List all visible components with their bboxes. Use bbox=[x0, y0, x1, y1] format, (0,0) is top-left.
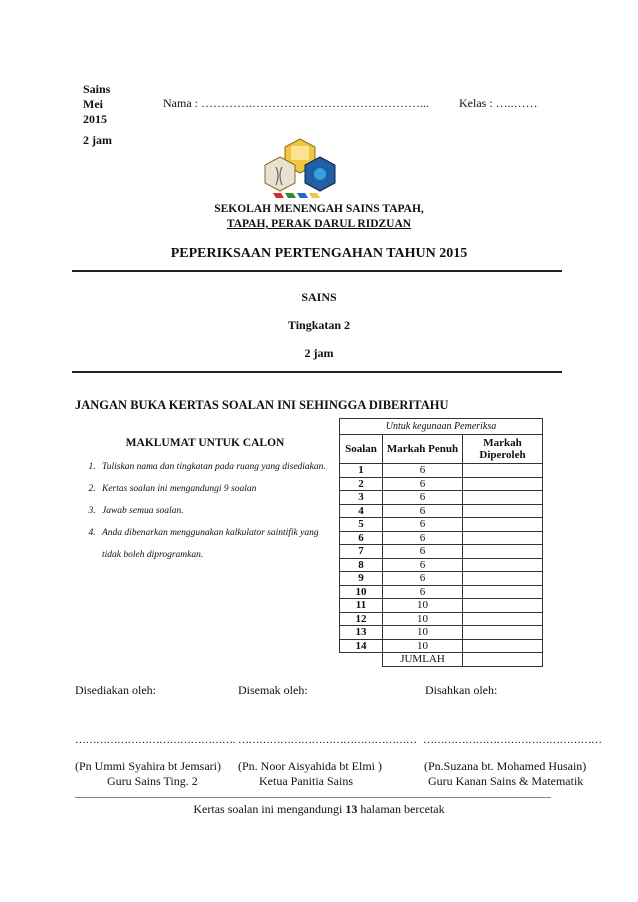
obtained-marks[interactable] bbox=[463, 531, 543, 545]
table-row bbox=[340, 518, 543, 532]
full-marks: 6 bbox=[383, 558, 463, 572]
obtained-marks[interactable] bbox=[463, 558, 543, 572]
full-marks: 6 bbox=[383, 504, 463, 518]
question-number: 9 bbox=[340, 572, 383, 586]
footer-text-after: halaman bercetak bbox=[357, 802, 445, 816]
divider-middle bbox=[72, 371, 562, 373]
question-number: 10 bbox=[340, 585, 383, 599]
full-marks: 6 bbox=[383, 585, 463, 599]
instruction-item: 1. Tuliskan nama dan tingkatan pada ruang yang disediakan. bbox=[98, 456, 333, 478]
full-marks: 10 bbox=[383, 626, 463, 640]
question-number: 13 bbox=[340, 626, 383, 640]
school-logo bbox=[255, 137, 345, 201]
header-soalan: Soalan bbox=[340, 435, 383, 464]
question-number: 4 bbox=[340, 504, 383, 518]
obtained-marks[interactable] bbox=[463, 518, 543, 532]
school-address: TAPAH, PERAK DARUL RIDZUAN bbox=[226, 218, 412, 230]
full-marks: 6 bbox=[383, 545, 463, 559]
month-label: Mei bbox=[83, 97, 103, 111]
full-marks: 6 bbox=[383, 518, 463, 532]
approved-by-name: (Pn.Suzana bt. Mohamed Husain) bbox=[424, 759, 587, 773]
obtained-marks[interactable] bbox=[463, 464, 543, 478]
subject-label: Sains bbox=[83, 82, 111, 96]
instruction-item: 3. Jawab semua soalan. bbox=[98, 500, 333, 522]
checked-signature-line[interactable]: …………………………………………… bbox=[238, 734, 417, 746]
obtained-marks[interactable] bbox=[463, 639, 543, 653]
total-row bbox=[340, 653, 543, 667]
time-label: 2 jam bbox=[304, 346, 334, 360]
instructions-list bbox=[88, 456, 333, 566]
footer-text-before: Kertas soalan ini mengandungi bbox=[193, 802, 346, 816]
table-row bbox=[340, 599, 543, 613]
table-row bbox=[340, 639, 543, 653]
question-number: 7 bbox=[340, 545, 383, 559]
approved-signature-line[interactable]: …………………………………………… bbox=[423, 734, 602, 746]
full-marks: 6 bbox=[383, 464, 463, 478]
obtained-marks[interactable] bbox=[463, 545, 543, 559]
question-number: 8 bbox=[340, 558, 383, 572]
name-field[interactable]: Nama : ………….……………………………………... bbox=[163, 96, 429, 110]
question-number: 12 bbox=[340, 612, 383, 626]
approved-by-role: Guru Kanan Sains & Matematik bbox=[428, 774, 584, 788]
header-markah-diperoleh: Markah Diperoleh bbox=[463, 435, 543, 464]
total-label: JUMLAH bbox=[383, 653, 463, 667]
instruction-item: 4. Anda dibenarkan menggunakan kalkulator saintifik yang tidak boleh diprogramkan. bbox=[98, 522, 333, 566]
full-marks: 10 bbox=[383, 612, 463, 626]
question-number: 6 bbox=[340, 531, 383, 545]
full-marks: 6 bbox=[383, 572, 463, 586]
info-title: MAKLUMAT UNTUK CALON bbox=[125, 437, 285, 449]
table-row bbox=[340, 585, 543, 599]
prepared-signature-line[interactable]: ………………………………………. bbox=[75, 734, 235, 746]
exam-title: PEPERIKSAAN PERTENGAHAN TAHUN 2015 bbox=[170, 246, 468, 261]
obtained-marks[interactable] bbox=[463, 572, 543, 586]
table-row bbox=[340, 612, 543, 626]
prepared-by-name: (Pn Ummi Syahira bt Jemsari) bbox=[75, 759, 221, 773]
question-number: 1 bbox=[340, 464, 383, 478]
question-number: 2 bbox=[340, 477, 383, 491]
question-number: 3 bbox=[340, 491, 383, 505]
warning-text: JANGAN BUKA KERTAS SOALAN INI SEHINGGA DIBERITAHU bbox=[75, 398, 449, 412]
class-field[interactable]: Kelas : …..…… bbox=[459, 96, 538, 110]
divider-bottom bbox=[75, 797, 551, 798]
obtained-marks[interactable] bbox=[463, 626, 543, 640]
instruction-item: 2. Kertas soalan ini mengandungi 9 soalan bbox=[98, 478, 333, 500]
marks-table bbox=[339, 418, 543, 667]
paper-info bbox=[83, 82, 112, 148]
prepared-by-label: Disediakan oleh: bbox=[75, 683, 156, 697]
obtained-marks[interactable] bbox=[463, 612, 543, 626]
question-number: 5 bbox=[340, 518, 383, 532]
school-name-line1: SEKOLAH MENENGAH SAINS TAPAH, bbox=[214, 203, 424, 215]
table-row bbox=[340, 531, 543, 545]
table-row bbox=[340, 504, 543, 518]
header-markah-penuh: Markah Penuh bbox=[383, 435, 463, 464]
form-label: Tingkatan 2 bbox=[287, 318, 351, 332]
duration-label: 2 jam bbox=[83, 133, 112, 147]
checked-by-role: Ketua Panitia Sains bbox=[259, 774, 353, 788]
page-count-footer bbox=[0, 802, 638, 817]
table-row bbox=[340, 545, 543, 559]
checked-by-name: (Pn. Noor Aisyahida bt Elmi ) bbox=[238, 759, 382, 773]
full-marks: 6 bbox=[383, 477, 463, 491]
table-row bbox=[340, 626, 543, 640]
table-row bbox=[340, 477, 543, 491]
total-obtained[interactable] bbox=[463, 653, 543, 667]
table-caption: Untuk kegunaan Pemeriksa bbox=[340, 419, 543, 435]
question-number: 14 bbox=[340, 639, 383, 653]
obtained-marks[interactable] bbox=[463, 585, 543, 599]
full-marks: 10 bbox=[383, 599, 463, 613]
approved-by-label: Disahkan oleh: bbox=[425, 683, 498, 697]
obtained-marks[interactable] bbox=[463, 491, 543, 505]
table-row bbox=[340, 572, 543, 586]
year-label: 2015 bbox=[83, 112, 107, 126]
table-row bbox=[340, 491, 543, 505]
page-count: 13 bbox=[345, 802, 358, 816]
full-marks: 10 bbox=[383, 639, 463, 653]
table-row bbox=[340, 464, 543, 478]
subject-title: SAINS bbox=[301, 290, 337, 304]
checked-by-label: Disemak oleh: bbox=[238, 683, 308, 697]
obtained-marks[interactable] bbox=[463, 599, 543, 613]
divider-top bbox=[72, 270, 562, 272]
prepared-by-role: Guru Sains Ting. 2 bbox=[107, 774, 198, 788]
school-name-line2 bbox=[0, 218, 638, 230]
full-marks: 6 bbox=[383, 531, 463, 545]
obtained-marks[interactable] bbox=[463, 477, 543, 491]
question-number: 11 bbox=[340, 599, 383, 613]
obtained-marks[interactable] bbox=[463, 504, 543, 518]
full-marks: 6 bbox=[383, 491, 463, 505]
table-row bbox=[340, 558, 543, 572]
